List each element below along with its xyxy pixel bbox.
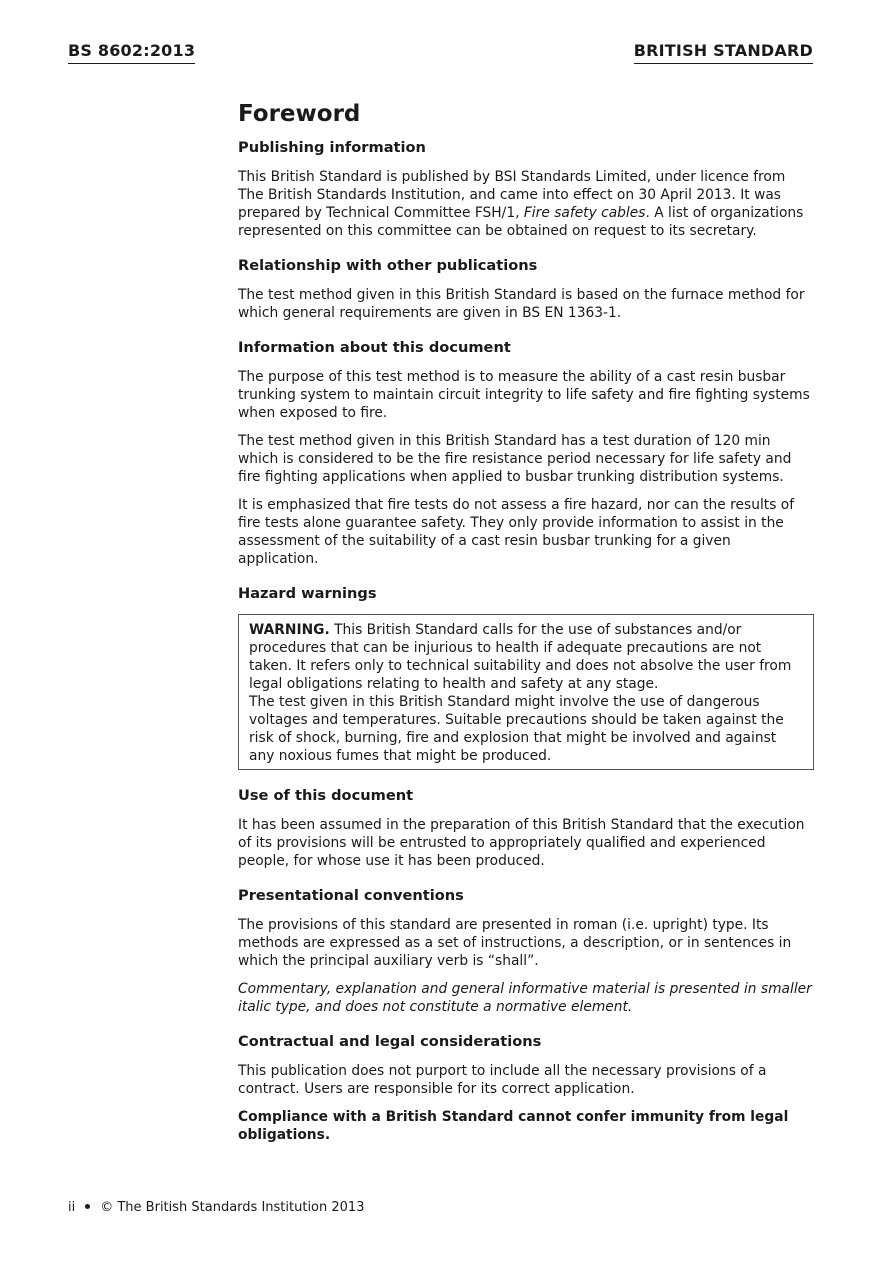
header-standard-type: BRITISH STANDARD [634,41,813,64]
section-relationship [238,256,814,322]
text-run: . A list of organizations represented on this committee can be obtained on request to its secretary. [238,205,804,239]
section-heading: Presentational conventions [238,887,464,904]
paragraph: It has been assumed in the preparation of this British Standard that the execution of its provisions will be entrusted to appropriately qualified and experienced people, for whose use it has been produced. [238,817,805,869]
warning-paragraph [249,621,805,693]
paragraph: The test given in this British Standard might involve the use of dangerous voltages and temperatures. Suitable precautions should be taken against the risk of shock, burning, fire and explosion that might be involved and against any noxious fumes that might be produced. [249,694,784,764]
paragraph: This publication does not purport to include all the necessary provisions of a contract. Users are responsible for its correct application. [238,1063,767,1097]
page-title: Foreword [238,101,361,127]
paragraph [238,168,814,240]
paragraph: The provisions of this standard are presented in roman (i.e. upright) type. Its methods are expressed as a set of instructions, a description, or in sentences in which the principal auxiliary verb is “shall”. [238,917,792,969]
committee-title: Fire safety cables [523,205,646,221]
section-heading: Publishing information [238,139,426,156]
page-number: ii [68,1200,76,1215]
header-standard-number: BS 8602:2013 [68,41,195,64]
section-heading: Hazard warnings [238,585,377,602]
section-heading: Use of this document [238,787,414,804]
commentary-paragraph: Commentary, explanation and general informative material is presented in smaller italic type, and does not constitute a normative element. [238,981,812,1015]
paragraph: The test method given in this British Standard has a test duration of 120 min which is considered to be the fire resistance period necessary for life safety and fire fighting applications when applied to busbar trunking distribution systems. [238,433,792,485]
section-heading: Contractual and legal considerations [238,1033,542,1050]
compliance-statement: Compliance with a British Standard cannot confer immunity from legal obligations. [238,1109,789,1143]
text-run: This British Standard is published by BSI Standards Limited, under licence from The British Standards Institution, and came into effect on 30 April 2013. It was prepared by Technical Committee FSH/1, [238,169,786,221]
page-footer [68,1199,364,1217]
warning-box [238,614,814,770]
document-body [238,98,814,1160]
section-heading: Relationship with other publications [238,257,538,274]
section-heading: Information about this document [238,339,511,356]
paragraph: The test method given in this British Standard is based on the furnace method for which general requirements are given in BS EN 1363-1. [238,287,805,321]
text-run: This British Standard calls for the use of substances and/or procedures that can be injurious to health if adequate precautions are not taken. It refers only to technical suitability and does not absolve the user from legal obligations relating to health and safety at any stage. [249,622,792,692]
section-information [238,338,814,568]
paragraph: It is emphasized that fire tests do not assess a fire hazard, nor can the results of fire tests alone guarantee safety. They only provide information to assist in the assessment of the suitability of a cast resin busbar trunking for a given application. [238,497,795,567]
bullet-separator [85,1204,90,1209]
section-hazard-warnings [238,584,814,770]
section-use-of-document [238,786,814,870]
warning-label: WARNING. [249,622,330,638]
section-contractual-legal [238,1032,814,1144]
paragraph: The purpose of this test method is to measure the ability of a cast resin busbar trunking system to maintain circuit integrity to life safety and fire fighting systems when exposed to fire. [238,369,810,421]
copyright-notice: © The British Standards Institution 2013 [100,1200,365,1215]
section-publishing-information [238,138,814,240]
section-presentational-conventions [238,886,814,1016]
